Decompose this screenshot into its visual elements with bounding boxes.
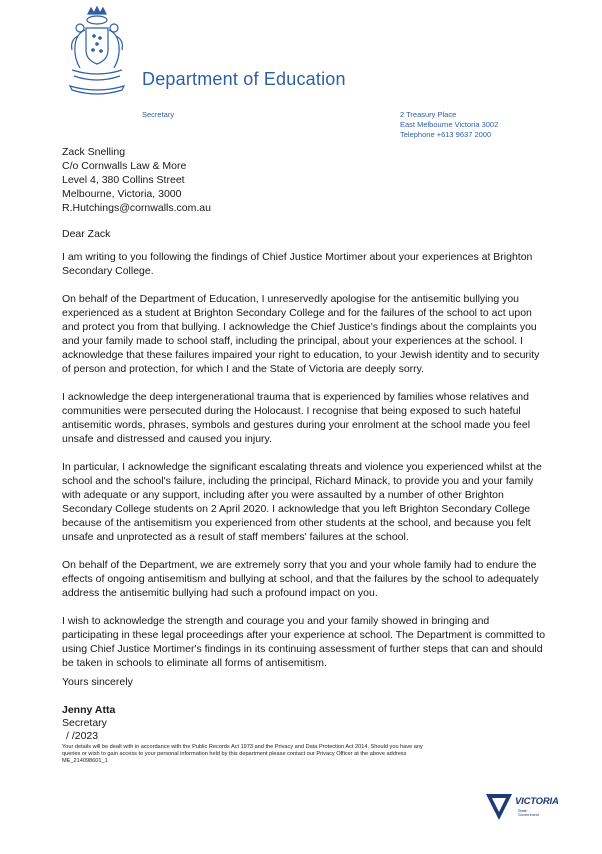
body-paragraph: In particular, I acknowledge the significant escalating threats and violence you experienced whilst at the school and the school's failure, including the principal, Richard Minack, to provide you and your family with adequate or any support, including after you were assaulted by a number of other Brighton Secondary College students on 2 April 2020. I acknowledge that you left Brighton Secondary College because of the antisemitism you experienced from other students at the school, and because you felt unsafe and unprotected as a result of staff members' failures at the school.: [62, 461, 542, 543]
letter-body: [62, 250, 548, 684]
victoria-logo-word: VICTORIA: [515, 796, 559, 807]
victoria-logo-sub-line: Government: [518, 813, 539, 818]
closing: Yours sincerely: [62, 676, 133, 688]
department-title: Department of Education: [142, 69, 346, 89]
signatory-block: [62, 704, 115, 743]
recipient-address-line: C/o Cornwalls Law & More: [62, 160, 187, 172]
victoria-logo-subtitle: [518, 809, 539, 817]
body-paragraph: I acknowledge the deep intergenerational trauma that is experienced by families whose relatives and communities were persecuted during the Holocaust. I recognise that being exposed to such hateful antisemitic words, phrases, symbols and gestures during your enrolment at the school made you feel unsafe and distressed and caused you injury.: [62, 391, 531, 445]
document-reference: ME_214098601_1: [62, 757, 108, 764]
footnote-line: queries or wish to gain access to your personal information held by this department please contact our Privacy Officer at the above address: [62, 750, 407, 757]
salutation: Dear Zack: [62, 228, 111, 240]
coat-of-arms-icon: [58, 6, 136, 98]
body-paragraph: On behalf of the Department of Education, I unreservedly apologise for the antisemitic bullying you experienced as a student at Brighton Secondary College and for the failures of the school to act upon and protect you from that bullying. I acknowledge the Chief Justice's findings about the complaints you and your family made to school staff, including the principal, about your experiences at the school. I acknowledge that these failures impaired your right to education, to your Jewish identity and to security of person and protection, for which I and the State of Victoria are deeply sorry.: [62, 293, 540, 375]
footnote-line: Your details will be dealt with in accordance with the Public Records Act 1973 and the Privacy and Data Protection Act 2014. Should you have any: [62, 744, 423, 750]
body-paragraph: On behalf of the Department, we are extremely sorry that you and your whole family had to endure the effects of ongoing antisemitism and bullying at school, and that the failures by the school to adequately address the antisemitic bullying had such a profound impact on you.: [62, 559, 539, 599]
sender-role: Secretary: [142, 110, 175, 119]
recipient-address-line: Level 4, 380 Collins Street: [62, 174, 185, 186]
recipient-email: R.Hutchings@cornwalls.com.au: [62, 202, 211, 214]
sender-address: [400, 110, 498, 140]
signatory-title: Secretary: [62, 717, 107, 729]
recipient-name: Zack Snelling: [62, 146, 126, 158]
recipient-address-line: Melbourne, Victoria, 3000: [62, 188, 182, 200]
privacy-footnote: [62, 744, 532, 764]
signatory-name: Jenny Atta: [62, 704, 116, 716]
address-line: East Melbourne Victoria 3002: [400, 120, 499, 129]
address-line: Telephone +613 9637 2000: [400, 130, 492, 139]
recipient-block: [62, 145, 211, 215]
address-line: 2 Treasury Place: [400, 110, 457, 119]
body-paragraph: I wish to acknowledge the strength and courage you and your family showed in bringing and participating in these legal proceedings after your experience at school. The Department is committed to using Chief Justice Mortimer's findings in its continuing assessment of further steps that can and should be taken in schools to eliminate all forms of antisemitism.: [62, 615, 546, 669]
signature-date: / /2023: [66, 730, 99, 742]
body-paragraph: I am writing to you following the findings of Chief Justice Mortimer about your experiences at Brighton Secondary College.: [62, 251, 533, 277]
victoria-logo-sub-line: State: [518, 809, 527, 813]
